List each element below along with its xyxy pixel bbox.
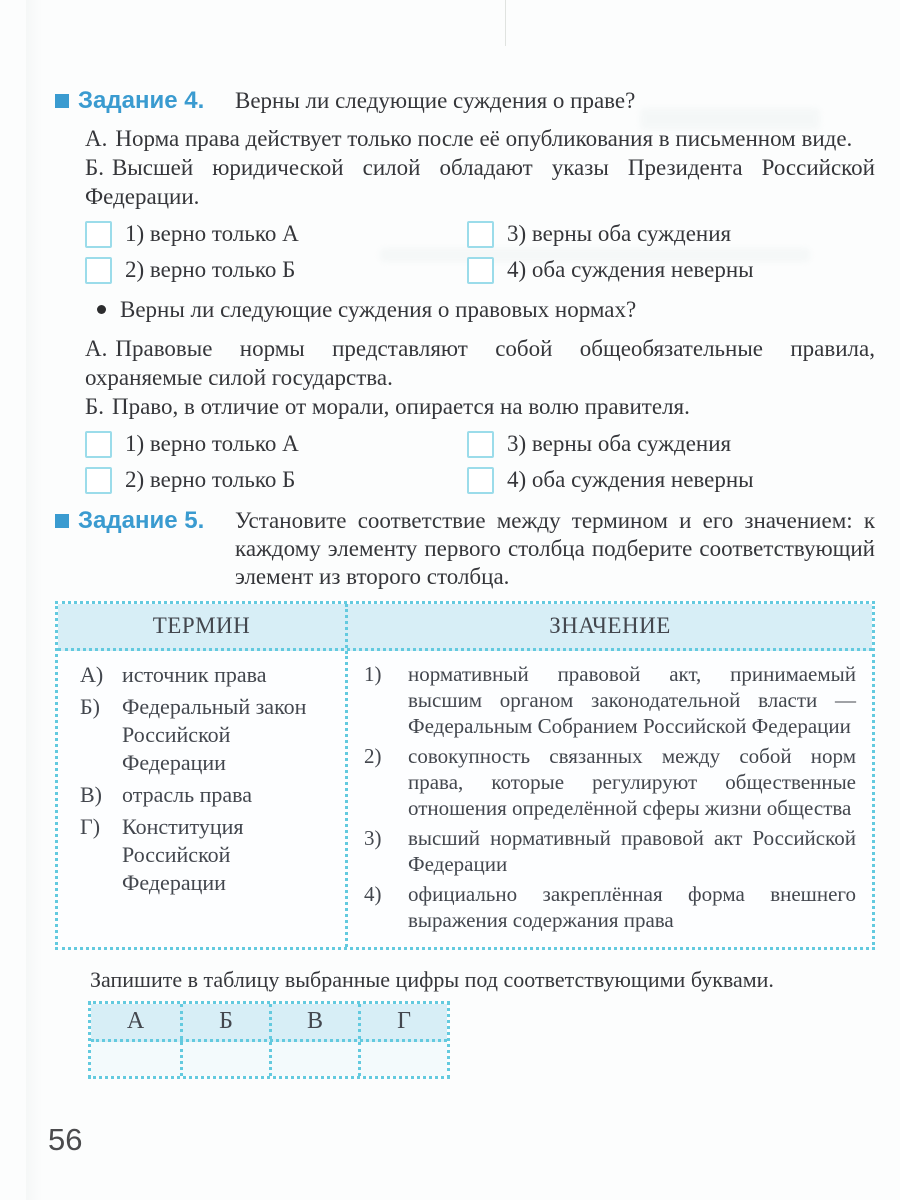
answer-table: [88, 1001, 450, 1079]
workbook-page: [55, 86, 875, 1079]
term-marker: А): [80, 662, 104, 687]
answer-header-b: Б: [180, 1004, 269, 1039]
option-label: 4) оба суждения неверны: [507, 257, 754, 282]
option-row: [467, 219, 875, 249]
option-row: [85, 219, 467, 249]
option-checkbox[interactable]: [467, 431, 494, 458]
task-4-sub-question: [97, 295, 875, 324]
task-5-instruction: Установите соответствие между термином и его значением: к каждому элементу первого столбца подберите соответствующий элемент из второго столбца.: [235, 508, 875, 589]
sub-question-text: Верны ли следующие суждения о правовых нормах?: [120, 297, 637, 322]
term-marker: Г): [80, 814, 101, 839]
option-label: 1) верно только А: [125, 221, 299, 246]
bullet-dot-icon: [97, 305, 106, 314]
meaning-marker: 4): [364, 882, 382, 906]
option-row: [85, 465, 467, 495]
option-checkbox[interactable]: [85, 467, 112, 494]
answer-table-body: [91, 1042, 447, 1076]
meaning-text: официально закреплённая форма внешнего выражения содержания права: [408, 882, 856, 932]
meaning-marker: 2): [364, 744, 382, 768]
task-5-label: [55, 507, 235, 535]
statement-a: [85, 124, 875, 153]
term-marker: В): [80, 782, 102, 807]
statement-a: [85, 334, 875, 392]
option-label: 1) верно только А: [125, 431, 299, 456]
term-text: отрасль права: [122, 782, 253, 807]
option-label: 3) верны оба суждения: [507, 221, 732, 246]
meaning-item: [364, 881, 856, 933]
answer-cell-a[interactable]: [91, 1042, 180, 1076]
option-label: 4) оба суждения неверны: [507, 467, 754, 492]
option-row: [467, 465, 875, 495]
terms-column: [58, 651, 345, 947]
statement-marker: Б.: [85, 155, 104, 180]
option-row: [467, 429, 875, 459]
statement-marker: А.: [85, 336, 108, 361]
task-5-section: [55, 507, 875, 1079]
statement-text: Право, в отличие от морали, опирается на волю правителя.: [111, 394, 690, 419]
term-marker: Б): [80, 694, 100, 719]
task-4-sub-statements: [85, 334, 875, 421]
meaning-text: совокупность связанных между собой норм права, которые регулируют общественные отношения определённой сферы жизни общества: [408, 744, 856, 820]
answer-header-a: А: [126, 1008, 145, 1034]
option-row: [85, 255, 467, 285]
answer-header-g: Г: [358, 1004, 447, 1039]
term-item: [80, 813, 327, 897]
option-label: 2) верно только Б: [125, 257, 296, 282]
answer-cell-g[interactable]: [358, 1042, 447, 1076]
task-4-statements: [85, 124, 875, 211]
option-row: [467, 255, 875, 285]
option-checkbox[interactable]: [85, 431, 112, 458]
option-checkbox[interactable]: [467, 257, 494, 284]
answer-table-header: [91, 1004, 447, 1042]
terms-table-header: [58, 604, 872, 651]
task-4-question: Верны ли следующие суждения о праве?: [235, 88, 636, 113]
option-checkbox[interactable]: [85, 257, 112, 284]
meaning-item: [364, 661, 856, 739]
statement-text: Норма права действует только после её опубликования в письменном виде.: [115, 126, 853, 151]
option-checkbox[interactable]: [467, 221, 494, 248]
option-checkbox[interactable]: [85, 221, 112, 248]
meaning-item: [364, 825, 856, 877]
column-header-meaning: ЗНАЧЕНИЕ: [345, 604, 872, 648]
option-label: 2) верно только Б: [125, 467, 296, 492]
task-bullet-square-icon: [55, 94, 69, 108]
scan-line-artifact: [505, 0, 506, 46]
column-header-term: ТЕРМИН: [152, 613, 251, 638]
term-text: Конституция Российской Федерации: [122, 814, 244, 895]
meaning-item: [364, 743, 856, 821]
statement-text: Высшей юридической силой обладают указы Президента Российской Федерации.: [85, 155, 875, 209]
statement-b: [85, 153, 875, 211]
term-text: источник права: [122, 662, 267, 687]
term-item: [80, 661, 327, 689]
write-instruction: Запишите в таблицу выбранные цифры под соответствующими буквами.: [90, 967, 774, 992]
term-item: [80, 693, 327, 777]
page-number: 56: [48, 1122, 83, 1157]
answer-cell-v[interactable]: [269, 1042, 358, 1076]
term-item: [80, 781, 327, 809]
task-4-label-text: Задание 4.: [78, 87, 205, 114]
task-5-label-text: Задание 5.: [78, 507, 205, 534]
answer-header-v: В: [269, 1004, 358, 1039]
meaning-text: высший нормативный правовой акт Российской Федерации: [408, 826, 856, 876]
task-4-sub-options: [85, 429, 875, 495]
option-checkbox[interactable]: [467, 467, 494, 494]
meanings-column: [345, 651, 872, 947]
terms-table-body: [58, 651, 872, 947]
statement-text: Правовые нормы представляют собой общеобязательные правила, охраняемые силой государства.: [85, 336, 875, 390]
task-4-label: [55, 87, 235, 115]
meaning-text: нормативный правовой акт, принимаемый высшим органом законодательной власти — Федеральным Собранием Российской Федерации: [408, 662, 856, 738]
task-4-section: [55, 86, 875, 495]
meaning-marker: 3): [364, 826, 382, 850]
task-bullet-square-icon: [55, 514, 69, 528]
scan-fold-artifact: [26, 0, 42, 1200]
statement-marker: А.: [85, 126, 108, 151]
term-text: Федеральный закон Российской Федерации: [122, 694, 307, 775]
option-row: [85, 429, 467, 459]
statement-b: [85, 392, 875, 421]
answer-cell-b[interactable]: [180, 1042, 269, 1076]
terms-table: [55, 601, 875, 950]
meaning-marker: 1): [364, 662, 382, 686]
option-label: 3) верны оба суждения: [507, 431, 732, 456]
task-4-options: [85, 219, 875, 285]
statement-marker: Б.: [85, 394, 104, 419]
